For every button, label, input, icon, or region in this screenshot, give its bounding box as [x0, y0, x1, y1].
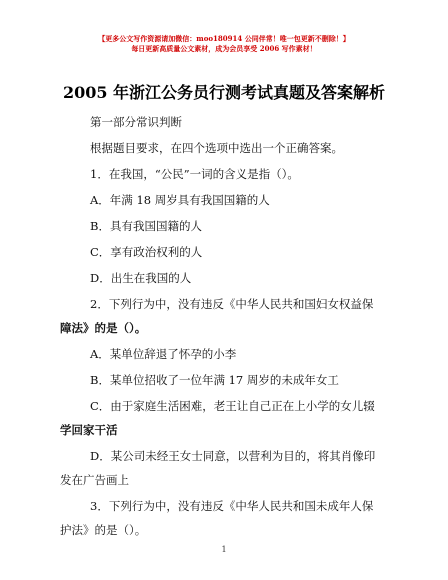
- question-3-text-cont: 护法》的是（）。: [60, 523, 147, 537]
- question-1-option-d: D．出生在我国的人: [90, 271, 192, 285]
- question-1-option-b: B．具有我国国籍的人: [90, 219, 202, 233]
- question-2-text: 2．下列行为中，没有违反《中华人民共和国妇女权益保: [90, 297, 374, 311]
- question-1-option-a: A．年满 18 周岁具有我国国籍的人: [90, 193, 270, 207]
- section-heading: 第一部分常识判断: [90, 115, 182, 129]
- promo-banner-line-1: 【更多公文写作资源请加微信：moo180914 公同伴常！唯一包更新不删除！】: [98, 34, 350, 43]
- question-2-option-c: C．由于家庭生活困难，老王让自己正在上小学的女儿辍: [90, 399, 375, 413]
- promo-banner-line-2: 每日更新高质量公文素材，成为会员享受 2006 写作素材！: [131, 44, 317, 53]
- instruction-text: 根据题目要求，在四个选项中选出一个正确答案。: [90, 141, 343, 155]
- question-3-text: 3．下列行为中，没有违反《中华人民共和国未成年人保: [90, 499, 374, 513]
- question-2-text-cont: 障法》的是（）。: [60, 321, 147, 335]
- question-2-option-c-cont: 学回家干活: [60, 423, 118, 437]
- page-number: 1: [221, 545, 227, 554]
- question-1-text: 1．在我国，“公民”一词的含义是指（）。: [90, 167, 299, 181]
- question-1-option-c: C．享有政治权利的人: [90, 245, 203, 259]
- question-2-option-d-cont: 发在广告画上: [60, 473, 129, 487]
- document-title: 2005 年浙江公务员行测考试真题及答案解析: [62, 83, 386, 102]
- question-2-option-b: B．某单位招收了一位年满 17 周岁的未成年女工: [90, 373, 339, 387]
- question-2-option-d: D．某公司未经王女士同意，以营利为目的，将其肖像印: [90, 449, 376, 463]
- question-2-option-a: A．某单位辞退了怀孕的小李: [90, 347, 237, 361]
